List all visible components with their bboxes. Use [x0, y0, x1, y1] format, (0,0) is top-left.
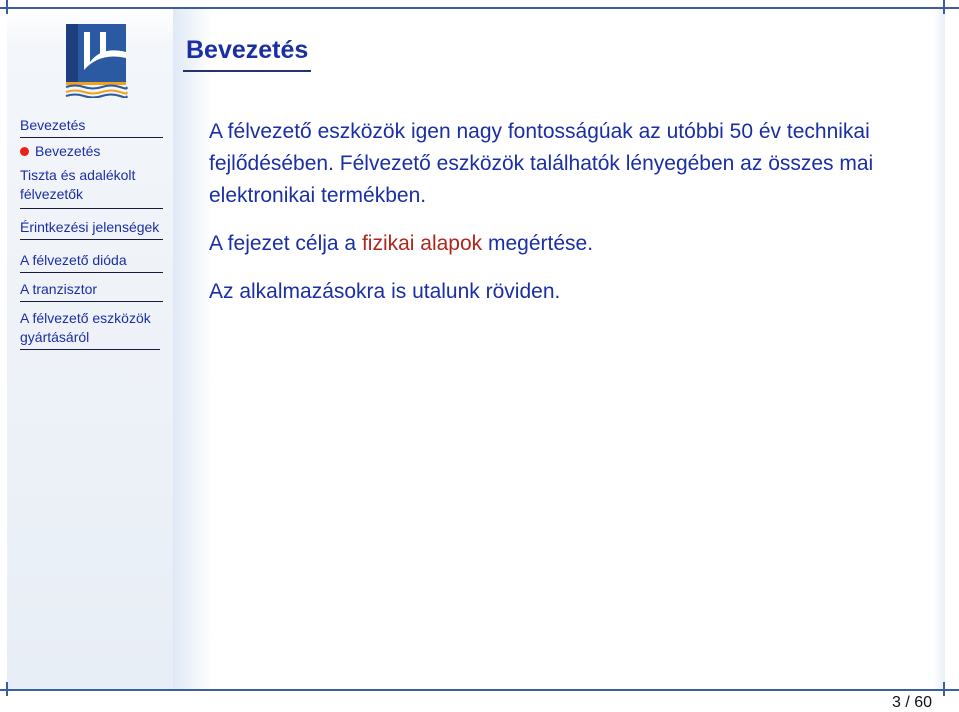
slide-content	[209, 116, 929, 324]
nav-section-erintkezesi[interactable]: Érintkezési jelenségek	[20, 217, 163, 240]
top-frame-line	[0, 7, 959, 9]
nav-subsection-bevezetes[interactable]	[20, 142, 163, 161]
university-logo	[60, 22, 132, 98]
main-background	[173, 8, 945, 690]
page-number: 3 / 60	[892, 694, 933, 711]
nav-section-gyartas[interactable]: A félvezető eszközök gyártásáról	[20, 308, 160, 350]
nav-subsection-list	[20, 142, 163, 209]
applications-paragraph: Az alkalmazásokra is utalunk röviden.	[209, 280, 561, 303]
slide-title: Bevezetés	[186, 36, 309, 64]
top-left-tick	[6, 0, 8, 14]
goal-highlight: fizikai alapok	[361, 232, 483, 255]
nav-section-bevezetes[interactable]: Bevezetés	[20, 115, 163, 138]
goal-paragraph	[209, 228, 929, 260]
active-bullet-icon	[20, 147, 29, 156]
bottom-frame-line	[0, 689, 959, 691]
sidebar-navigation	[20, 115, 163, 354]
nav-section-tranzisztor[interactable]: A tranzisztor	[20, 279, 163, 302]
bottom-left-tick	[6, 682, 8, 696]
top-right-tick	[943, 0, 945, 14]
bottom-right-tick	[943, 682, 945, 696]
intro-paragraph: A félvezető eszközök igen nagy fontosságúak az utóbbi 50 év technikai fejlődésében. Félvezető eszközök találhatók lényegében az összes mai elektronikai termékben.	[209, 120, 874, 207]
title-underline	[183, 70, 311, 72]
nav-subsection-tiszta[interactable]: Tiszta és adalékolt félvezetők	[20, 167, 136, 202]
nav-subsection-label: Bevezetés	[35, 143, 101, 159]
goal-text-after: megértése.	[482, 232, 594, 255]
goal-text-before: A fejezet célja a	[209, 232, 362, 255]
nav-section-dioda[interactable]: A félvezető dióda	[20, 250, 163, 273]
